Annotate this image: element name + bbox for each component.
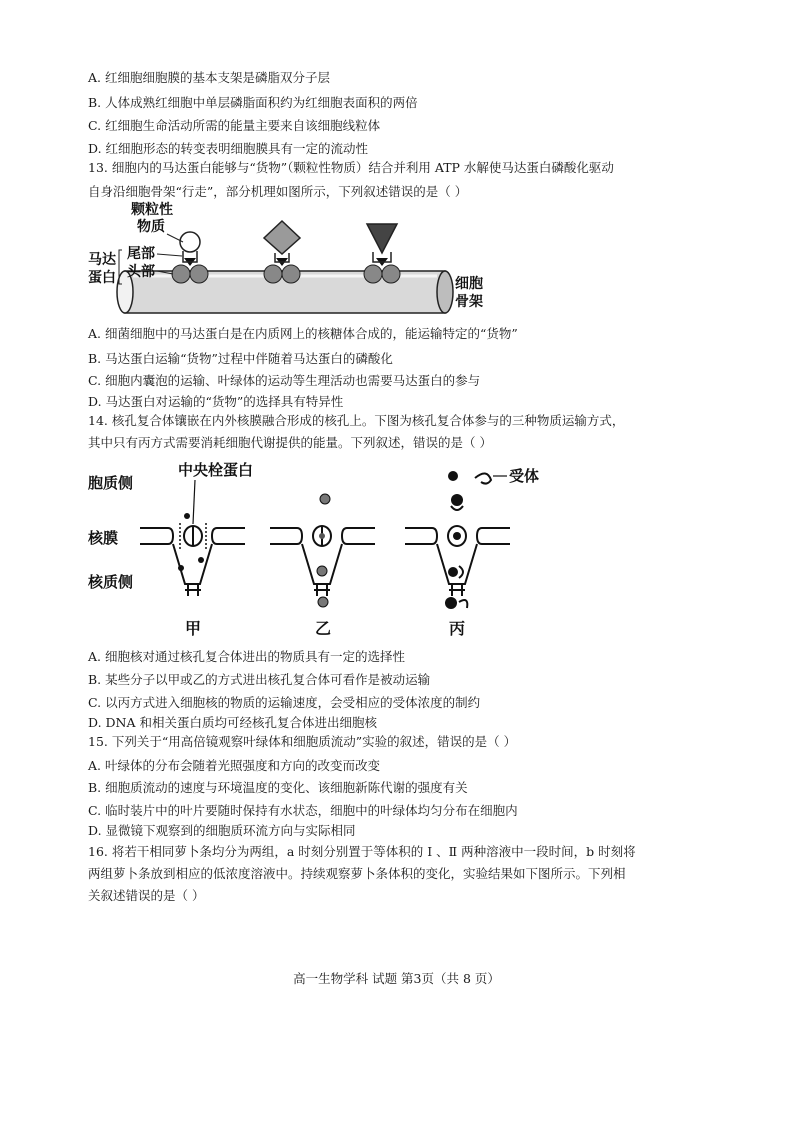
label-tail: 尾部 (127, 246, 155, 262)
pore-yi (270, 494, 375, 607)
q13-stem-line2: 自身沿细胞骨架“行走”，部分机理如图所示，下列叙述错误的是（ ） (88, 184, 468, 199)
label-nuclear-membrane: 核膜 (88, 529, 119, 547)
q14-option-a: A. 细胞核对通过核孔复合体进出的物质具有一定的选择性 (88, 649, 405, 664)
q16-stem-line2: 两组萝卜条放到相应的低浓度溶液中。持续观察萝卜条体积的变化，实验结果如下图所示。下列相 (88, 866, 626, 881)
receptor-shape (475, 473, 491, 483)
label-motor-2: 蛋白 (88, 270, 116, 286)
label-jia: 甲 (185, 619, 202, 638)
q13-option-b: B. 马达蛋白运输“货物”过程中伴随着马达蛋白的磷酸化 (88, 351, 393, 366)
q12-option-b: B. 人体成熟红细胞中单层磷脂面积约为红细胞表面积的两倍 (88, 95, 418, 110)
page-footer: 高一生物学科 试题 第3页（共 8 页） (293, 971, 500, 986)
q16-stem-line3: 关叙述错误的是（ ） (88, 888, 205, 903)
label-motor-1: 马达 (88, 252, 116, 268)
motor-protein-2 (264, 221, 300, 283)
motor-protein-figure (85, 196, 495, 326)
q14-option-c: C. 以丙方式进入细胞核的物质的运输速度，会受相应的受体浓度的制约 (88, 695, 481, 710)
label-head: 头部 (127, 264, 155, 280)
label-yi: 乙 (315, 619, 332, 638)
particle-diamond (264, 221, 300, 254)
label-receptor: 受体 (509, 467, 540, 485)
q14-stem-line2: 其中只有丙方式需要消耗细胞代谢提供的能量。下列叙述，错误的是（ ） (88, 435, 492, 450)
q16-stem-line1: 16. 将若干相同萝卜条均分为两组，a 时刻分别置于等体积的 Ⅰ 、Ⅱ 两种溶液中一段时间，b 时刻将 (88, 844, 636, 859)
motor-protein-3 (364, 224, 400, 283)
q14-option-b: B. 某些分子以甲或乙的方式进出核孔复合体可看作是被动运输 (88, 672, 431, 687)
label-particle-2: 物质 (137, 219, 165, 235)
q12-option-a: A. 红细胞细胞膜的基本支架是磷脂双分子层 (88, 70, 330, 85)
q13-option-c: C. 细胞内囊泡的运输、叶绿体的运动等生理活动也需要马达蛋白的参与 (88, 373, 481, 388)
label-central-plug: 中央栓蛋白 (178, 461, 254, 479)
q13-stem-line1: 13. 细胞内的马达蛋白能够与“货物”（颗粒性物质）结合并利用 ATP 水解使马达蛋白磷酸化驱动 (88, 160, 614, 175)
q15-option-b: B. 细胞质流动的速度与环境温度的变化、该细胞新陈代谢的强度有关 (88, 780, 468, 795)
nuclear-pore-figure (85, 456, 565, 642)
q14-option-d: D. DNA 和相关蛋白质均可经核孔复合体进出细胞核 (88, 715, 377, 730)
label-bing: 丙 (449, 619, 466, 638)
q15-option-a: A. 叶绿体的分布会随着光照强度和方向的改变而改变 (88, 758, 380, 773)
q15-option-c: C. 临时装片中的叶片要随时保持有水状态，细胞中的叶绿体均匀分布在细胞内 (88, 803, 518, 818)
q13-option-d: D. 马达蛋白对运输的“货物”的选择具有特异性 (88, 394, 344, 409)
particle-triangle (367, 224, 397, 253)
q15-option-d: D. 显微镜下观察到的细胞质环流方向与实际相同 (88, 823, 356, 838)
pore-jia (140, 513, 245, 596)
q15-stem: 15. 下列关于“用高倍镜观察叶绿体和细胞质流动”实验的叙述，错误的是（ ） (88, 734, 517, 749)
pore-bing (405, 471, 510, 609)
label-cytoplasm-side: 胞质侧 (88, 474, 134, 492)
q12-option-c: C. 红细胞生命活动所需的能量主要来自该细胞线粒体 (88, 118, 381, 133)
q13-option-a: A. 细菌细胞中的马达蛋白是在内质网上的核糖体合成的，能运输特定的“货物” (88, 326, 518, 341)
label-cytoskeleton-1: 细胞 (455, 276, 483, 292)
label-nucleoplasm-side: 核质侧 (88, 573, 134, 591)
label-cytoskeleton-2: 骨架 (455, 294, 483, 310)
q14-stem-line1: 14. 核孔复合体镶嵌在内外核膜融合形成的核孔上。下图为核孔复合体参与的三种物质运输方式， (88, 413, 625, 428)
q12-option-d: D. 红细胞形态的转变表明细胞膜具有一定的流动性 (88, 141, 369, 156)
label-particle-1: 颗粒性 (131, 202, 173, 218)
